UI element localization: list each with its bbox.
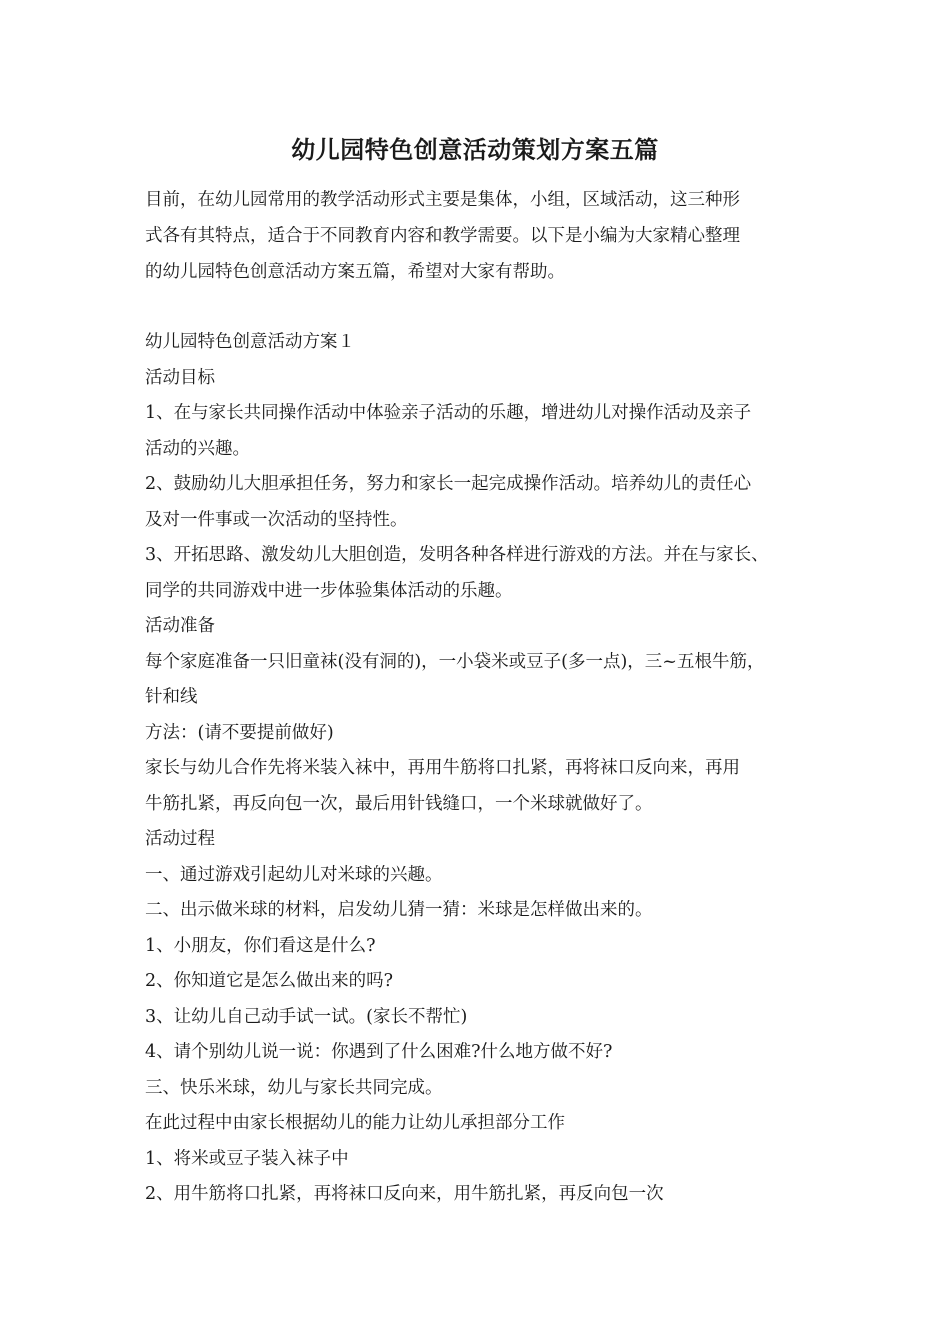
text-line: 1、在与家长共同操作活动中体验亲子活动的乐趣，增进幼儿对操作活动及亲子 — [145, 403, 752, 423]
text-line: 2、用牛筋将口扎紧，再将袜口反向来，用牛筋扎紧，再反向包一次 — [145, 1184, 664, 1204]
intro-line: 的幼儿园特色创意活动方案五篇，希望对大家有帮助。 — [145, 262, 565, 282]
subheading: 活动准备 — [145, 616, 215, 636]
text-line: 在此过程中由家长根据幼儿的能力让幼儿承担部分工作 — [145, 1113, 565, 1133]
section-heading: 幼儿园特色创意活动方案１ — [145, 332, 355, 352]
intro-line: 式各有其特点，适合于不同教育内容和教学需要。以下是小编为大家精心整理 — [145, 226, 740, 246]
intro-line: 目前，在幼儿园常用的教学活动形式主要是集体，小组，区域活动，这三种形 — [145, 190, 740, 210]
text-line: 1、将米或豆子装入袜子中 — [145, 1148, 349, 1169]
text-line: 1、小朋友，你们看这是什么? — [145, 935, 376, 956]
document-title: 幼儿园特色创意活动策划方案五篇 — [291, 135, 659, 164]
text-line: 一、通过游戏引起幼儿对米球的兴趣。 — [145, 864, 443, 885]
text-line: 4、请个别幼儿说一说：你遇到了什么困难?什么地方做不好? — [145, 1042, 613, 1062]
text-line: 同学的共同游戏中进一步体验集体活动的乐趣。 — [145, 580, 513, 601]
text-line: 二、出示做米球的材料，启发幼儿猜一猜：米球是怎样做出来的。 — [145, 900, 653, 920]
text-line: 每个家庭准备一只旧童袜(没有洞的)，一小袋米或豆子(多一点)，三~五根牛筋， — [145, 651, 765, 672]
text-line: 针和线 — [145, 687, 198, 707]
text-line: 3、让幼儿自己动手试一试。(家长不帮忙) — [145, 1006, 468, 1027]
text-line: 及对一件事或一次活动的坚持性。 — [145, 509, 408, 530]
text-line: 牛筋扎紧，再反向包一次，最后用针钱缝口，一个米球就做好了。 — [145, 793, 653, 814]
text-line: 家长与幼儿合作先将米装入袜中，再用牛筋将口扎紧，再将袜口反向来，再用 — [145, 758, 740, 778]
text-line: 三、快乐米球，幼儿与家长共同完成。 — [145, 1077, 443, 1098]
text-line: 2、鼓励幼儿大胆承担任务，努力和家长一起完成操作活动。培养幼儿的责任心 — [145, 474, 752, 494]
text-line: 方法：(请不要提前做好) — [145, 722, 334, 743]
subheading: 活动目标 — [145, 367, 215, 388]
intro-paragraph — [145, 182, 815, 290]
text-line: 3、开拓思路、激发幼儿大胆创造，发明各种各样进行游戏的方法。并在与家长、 — [145, 545, 769, 565]
document-body — [145, 325, 825, 1213]
subheading: 活动过程 — [145, 829, 215, 849]
text-line: 活动的兴趣。 — [145, 438, 250, 459]
text-line: 2、你知道它是怎么做出来的吗? — [145, 971, 394, 991]
